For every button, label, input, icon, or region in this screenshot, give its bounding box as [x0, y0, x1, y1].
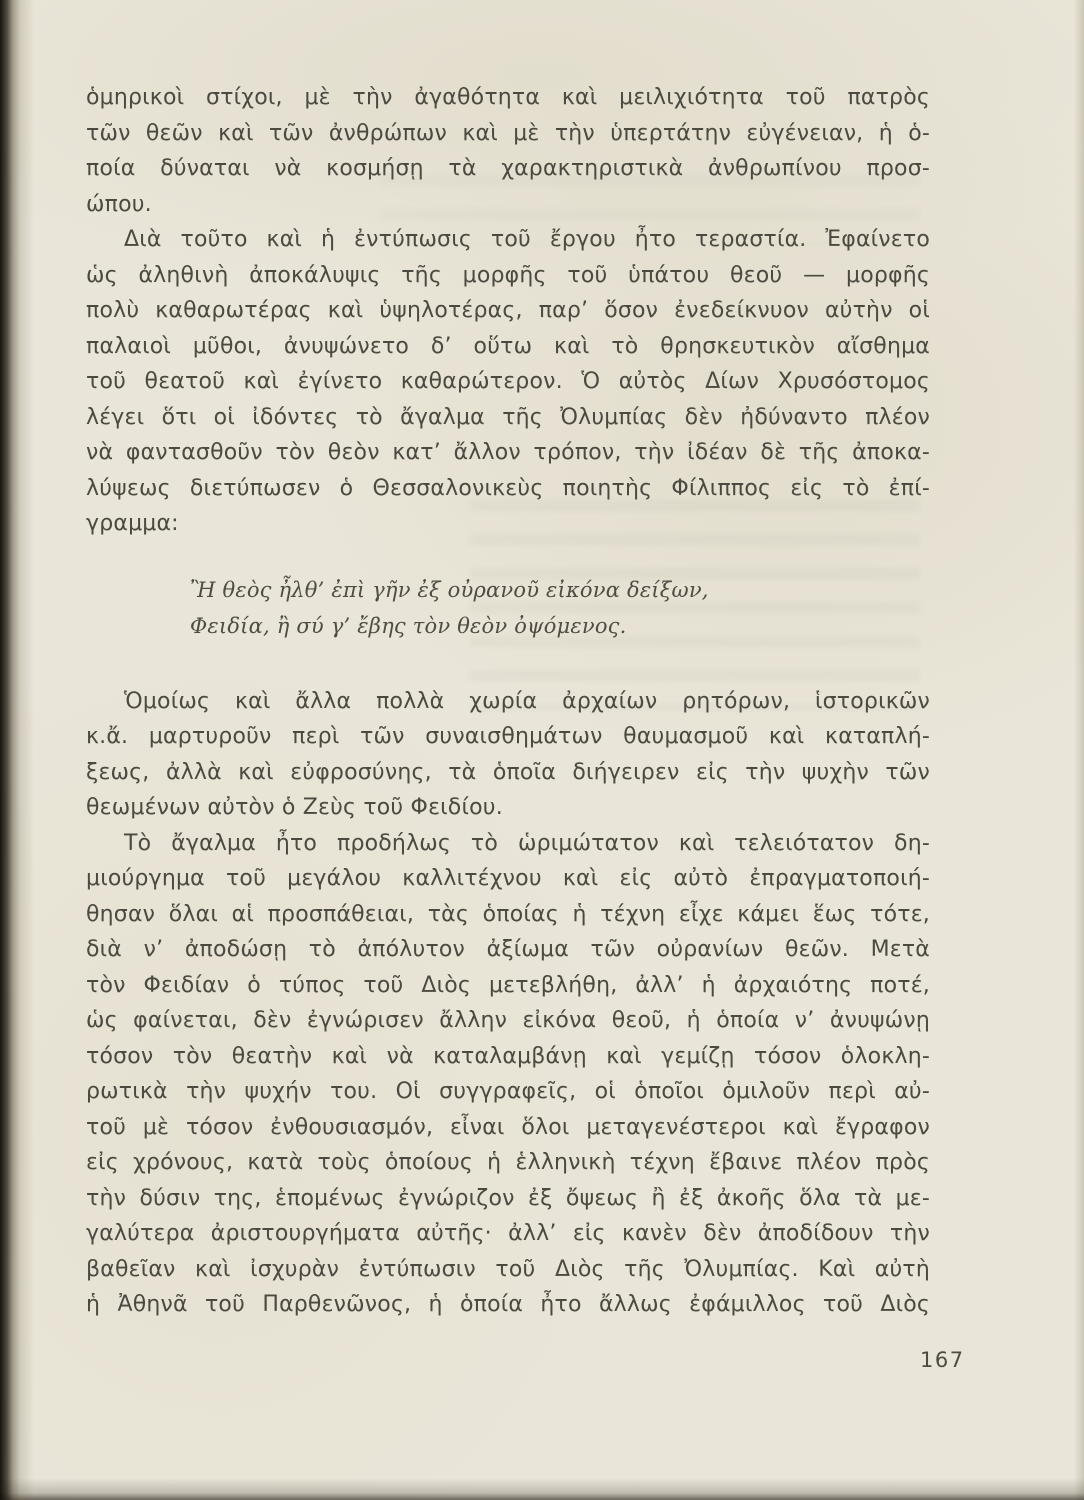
- text-line: ὡς ἀληθινὴ ἀποκάλυψις τῆς μορφῆς τοῦ ὑπάτου θεοῦ — μορφῆς: [86, 262, 930, 288]
- text-line: γραμμα:: [86, 511, 179, 536]
- text-line: τοῦ μὲ τόσον ἐνθουσιασμόν, εἶναι ὅλοι μεταγενέστεροι καὶ ἔγραφον: [86, 1114, 930, 1140]
- text-line: εἰς χρόνους, κατὰ τοὺς ὁποίους ἡ ἑλληνικὴ τέχνη ἔβαινε πλέον πρὸς: [86, 1150, 930, 1175]
- text-line: Ὁμοίως καὶ ἄλλα πολλὰ χωρία ἀρχαίων ρητόρων, ἱστορικῶν: [124, 688, 930, 714]
- text-line: ρωτικὰ τὴν ψυχήν του. Οἱ συγγραφεῖς, οἱ ὁποῖοι ὁμιλοῦν περὶ αὐ-: [86, 1079, 930, 1104]
- text-line: ἡ Ἀθηνᾶ τοῦ Παρθενῶνος, ἡ ὁποία ἦτο ἄλλως ἐφάμιλλος τοῦ Διὸς: [86, 1292, 930, 1317]
- text-line: ὁμηρικοὶ στίχοι, μὲ τὴν ἀγαθότητα καὶ μειλιχιότητα τοῦ πατρὸς: [86, 85, 930, 110]
- text-line: ώπου.: [86, 191, 152, 217]
- epigram-line: Φειδία, ἢ σύ γ’ ἔβης τὸν θεὸν ὀψόμενος.: [190, 613, 627, 638]
- page-edge-bottom: [0, 1478, 1084, 1500]
- text-block: [86, 80, 930, 1323]
- text-line: Τὸ ἄγαλμα ἦτο προδήλως τὸ ὡριμώτατον καὶ τελειότατον δη-: [124, 830, 930, 856]
- text-line: τῶν θεῶν καὶ τῶν ἀνθρώπων καὶ μὲ τὴν ὑπερτάτην εὐγένειαν, ἡ ὁ-: [86, 120, 930, 146]
- text-line: διὰ ν’ ἀποδώσῃ τὸ ἀπόλυτον ἀξίωμα τῶν οὐρανίων θεῶν. Μετὰ: [86, 937, 930, 962]
- text-line: θησαν ὅλαι αἱ προσπάθειαι, τὰς ὁποίας ἡ τέχνη εἶχε κάμει ἕως τότε,: [86, 901, 930, 927]
- text-line: πολὺ καθαρωτέρας καὶ ὑψηλοτέρας, παρ’ ὅσον ἐνεδείκνυον αὐτὴν οἱ: [86, 298, 930, 323]
- text-line: ὡς φαίνεται, δὲν ἐγνώρισεν ἄλλην εἰκόνα θεοῦ, ἡ ὁποία ν’ ἀνυψώνῃ: [86, 1008, 930, 1033]
- text-line: τοῦ θεατοῦ καὶ ἐγίνετο καθαρώτερον. Ὁ αὐτὸς Δίων Χρυσόστομος: [86, 369, 930, 394]
- text-line: ξεως, ἀλλὰ καὶ εὐφροσύνης, τὰ ὁποῖα διήγειρεν εἰς τὴν ψυχὴν τῶν: [86, 759, 930, 785]
- text-line: θεωμένων αὐτὸν ὁ Ζεὺς τοῦ Φειδίου.: [86, 795, 503, 820]
- paragraph-3: [86, 684, 930, 826]
- epigram-quote: [190, 572, 930, 644]
- text-line: τὴν δύσιν της, ἑπομένως ἐγνώριζον ἐξ ὄψεως ἢ ἐξ ἀκοῆς ὅλα τὰ με-: [86, 1185, 930, 1211]
- paragraph-1: [86, 80, 930, 222]
- text-line: νὰ φαντασθοῦν τὸν θεὸν κατ’ ἄλλον τρόπον, τὴν ἰδέαν δὲ τῆς ἀποκα-: [86, 440, 930, 465]
- text-line: βαθεῖαν καὶ ἰσχυρὰν ἐντύπωσιν τοῦ Διὸς τῆς Ὀλυμπίας. Καὶ αὐτὴ: [86, 1256, 930, 1282]
- epigram-line: Ἢ θεὸς ἦλθ’ ἐπὶ γῆν ἐξ οὐρανοῦ εἰκόνα δείξων,: [190, 577, 709, 602]
- text-line: παλαιοὶ μῦθοι, ἀνυψώνετο δ’ οὕτω καὶ τὸ θρησκευτικὸν αἴσθημα: [86, 333, 930, 359]
- text-line: ποία δύναται νὰ κοσμήσῃ τὰ χαρακτηριστικὰ ἀνθρωπίνου προσ-: [86, 156, 930, 181]
- text-line: τὸν Φειδίαν ὁ τύπος τοῦ Διὸς μετεβλήθη, ἀλλ’ ἡ ἀρχαιότης ποτέ,: [86, 972, 930, 998]
- text-line: λέγει ὅτι οἱ ἰδόντες τὸ ἄγαλμα τῆς Ὀλυμπίας δὲν ἠδύναντο πλέον: [86, 404, 930, 430]
- text-line: μιούργημα τοῦ μεγάλου καλλιτέχνου καὶ εἰς αὐτὸ ἐπραγματοποιή-: [86, 866, 930, 891]
- text-line: τόσον τὸν θεατὴν καὶ νὰ καταλαμβάνῃ καὶ γεμίζῃ τόσον ὁλοκλη-: [86, 1043, 930, 1069]
- binding-edge-left: [0, 0, 34, 1500]
- text-line: λύψεως διετύπωσεν ὁ Θεσσαλονικεὺς ποιητὴς Φίλιππος εἰς τὸ ἐπί-: [86, 475, 930, 501]
- text-line: κ.ἄ. μαρτυροῦν περὶ τῶν συναισθημάτων θαυμασμοῦ καὶ καταπλή-: [86, 724, 930, 749]
- text-line: γαλύτερα ἀριστουργήματα αὐτῆς· ἀλλ’ εἰς κανὲν δὲν ἀποδίδουν τὴν: [86, 1221, 930, 1246]
- paragraph-4: [86, 826, 930, 1323]
- page-edge-right: [1074, 0, 1084, 1500]
- paragraph-2: [86, 222, 930, 542]
- text-line: Διὰ τοῦτο καὶ ἡ ἐντύπωσις τοῦ ἔργου ἦτο τεραστία. Ἐφαίνετο: [124, 227, 930, 252]
- page-number: 167: [920, 1348, 965, 1372]
